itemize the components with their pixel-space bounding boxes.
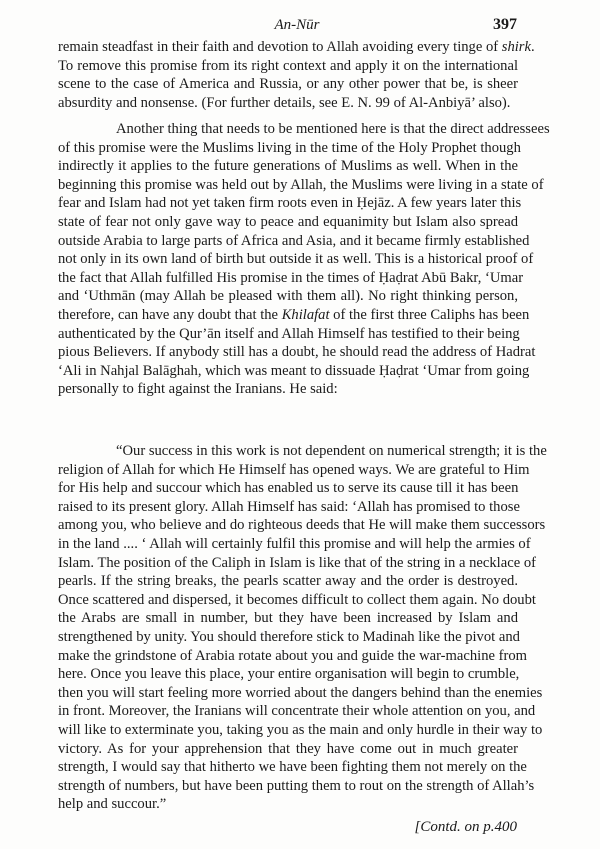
text-line: beginning this promise was held out by Allah, the Muslims were living in a state of (58, 176, 544, 193)
text-line: pious Believers. If anybody still has a doubt, he should read the address of Hadrat (58, 344, 536, 361)
italic-term: Khilafat (281, 306, 330, 323)
paragraph-quotation (58, 442, 547, 814)
text-line: indirectly it applies to the future generations of Muslims as well. When in the (58, 158, 518, 175)
text-line: in the land .... ‘ Allah will certainly fulfil this promise and will help the armies of (58, 535, 531, 552)
text-line: therefore, can have any doubt that the Khilafat of the first three Caliphs has been (58, 306, 530, 323)
paragraph-addressees (58, 120, 550, 399)
text-line: strengthened by unity. You should therefore stick to Madinah like the pivot and (58, 628, 520, 645)
text-line: To remove this promise from its right context and apply it on the international (58, 57, 518, 74)
text-line: remain steadfast in their faith and devotion to Allah avoiding every tinge of shirk. (58, 39, 535, 55)
page-number: 397 (493, 16, 517, 33)
text-line: in front. Moreover, the Iranians will concentrate their whole attention on you, and (58, 703, 536, 720)
text-line: will like to exterminate you, taking you as the main and only hurdle in their way to (58, 721, 543, 738)
text-line: pearls. If the string breaks, the pearls scatter away and the order is destroyed. (58, 573, 518, 590)
text-line: Another thing that needs to be mentioned here is that the direct addressees (116, 121, 550, 137)
text-line: authenticated by the Qur’ān itself and Allah Himself has testified to their being (58, 325, 520, 342)
text-line: the Arabs are small in number, but they have been increased by Islam and (58, 610, 518, 627)
text-line: not only in its own land of birth but outside it as well. This is a historical proof of (58, 251, 534, 268)
text-line: the fact that Allah fulfilled His promise in the times of Ḥaḍrat Abū Bakr, ‘Umar (58, 269, 524, 286)
text-line: of this promise were the Muslims living in the time of the Holy Prophet though (58, 139, 521, 156)
text-line: personally to fight against the Iranians. He said: (58, 381, 338, 398)
running-title: An-Nūr (274, 17, 320, 33)
text-line: and ‘Uthmān (may Allah be pleased with them all). No right thinking person, (58, 288, 518, 305)
text-line: strength of numbers, but have been putting them to rout on the strength of Allah’s (58, 777, 535, 794)
text-line: absurdity and nonsense. (For further details, see E. N. 99 of Al-Anbiyā’ also). (58, 94, 511, 111)
text-line: state of fear not only gave way to peace and equanimity but Islam also spread (58, 213, 518, 230)
text-line: religion of Allah for which He Himself has opened ways. We are grateful to Him (58, 461, 530, 478)
text-line: fear and Islam had not yet taken firm roots even in Ḥejāz. A few years later this (58, 195, 522, 212)
paragraph-continuation (58, 38, 535, 112)
text-line: strength, I would say that hitherto we have been fighting them not merely on the (58, 759, 527, 776)
text-line: among you, who believe and do righteous deeds that He will make them successors (58, 517, 546, 534)
text-line: Islam. The position of the Caliph in Islam is like that of the string in a necklace of (58, 554, 536, 571)
text-line: for His help and succour which has enabled us to serve its cause till it has been (58, 480, 519, 497)
italic-term: shirk (501, 39, 531, 55)
text-line: raised to its present glory. Allah Himself has said: ‘Allah has promised to those (58, 498, 520, 515)
continuation-note: [Contd. on p.400 (414, 819, 517, 835)
text-line: help and succour.” (58, 796, 167, 813)
text-line: scene to the case of America and Russia, or any other power that be, is sheer (58, 76, 518, 93)
text-line: ‘Ali in Nahjal Balāghah, which was meant to dissuade Ḥaḍrat ‘Umar from going (58, 362, 530, 379)
text-line: victory. As for your apprehension that they have come out in much greater (58, 740, 518, 757)
text-line: “Our success in this work is not dependent on numerical strength; it is the (116, 443, 547, 459)
text-line: Once scattered and dispersed, it becomes difficult to collect them again. No doubt (58, 591, 536, 608)
text-line: then you will start feeling more worried about the dangers behind than the enemies (58, 684, 543, 701)
text-line: here. Once you leave this place, your entire organisation will begin to crumble, (58, 666, 520, 683)
text-line: outside Arabia to large parts of Africa and Asia, and it became firmly established (58, 232, 530, 249)
text-line: make the grindstone of Arabia rotate about you and guide the war-machine from (58, 647, 527, 664)
